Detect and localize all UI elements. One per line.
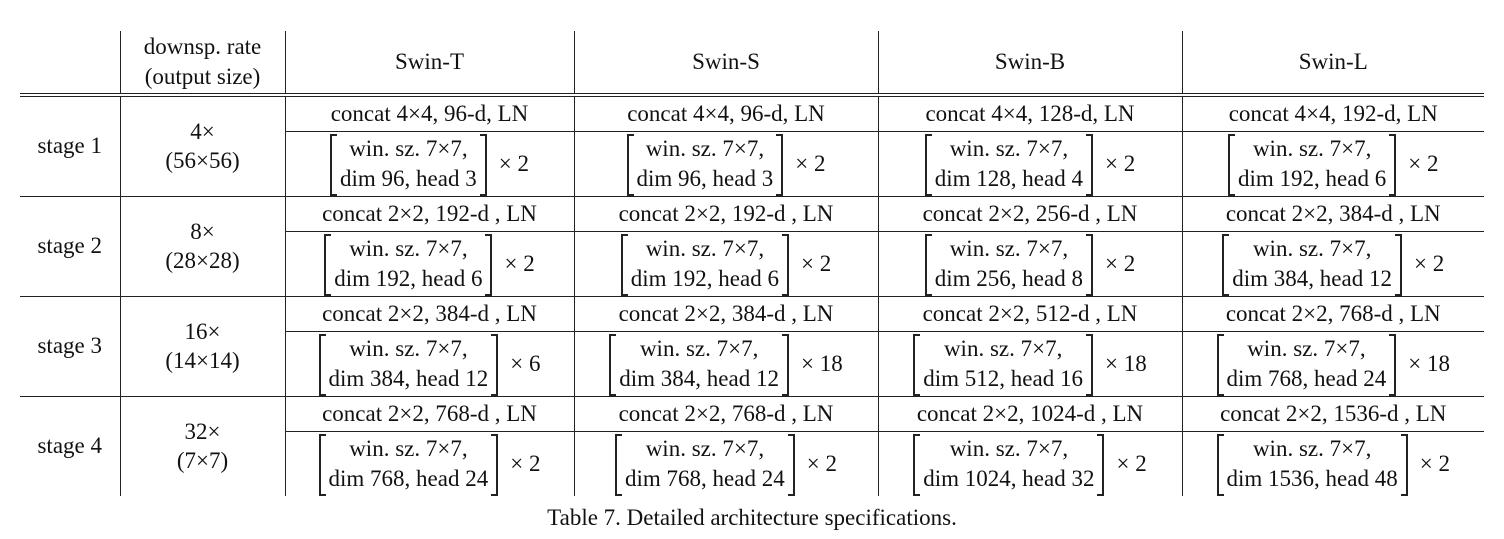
- block-spec: [330, 134, 529, 194]
- stage-row: [20, 297, 1484, 332]
- window-size: win. sz. 7×7,: [1252, 436, 1372, 462]
- dim-head: dim 384, head 12: [1232, 266, 1392, 291]
- repeat-count: × 2: [1413, 250, 1445, 276]
- block-spec: [324, 234, 534, 294]
- window-size: win. sz. 7×7,: [349, 236, 468, 262]
- bracket-matrix: [609, 334, 789, 394]
- stage-downsample-cell: [120, 297, 285, 397]
- window-size: win. sz. 7×7,: [645, 236, 765, 262]
- header-downsample-rate: [120, 31, 285, 95]
- dim-head: dim 96, head 3: [340, 166, 477, 191]
- downsample-rate: 32×: [184, 418, 221, 444]
- block-spec: [319, 434, 541, 494]
- stage-row: [20, 197, 1484, 232]
- header-model-swin-l: Swin-L: [1182, 31, 1484, 95]
- stage-row: [20, 95, 1484, 132]
- repeat-count: × 2: [1104, 250, 1136, 276]
- repeat-count: × 2: [1419, 450, 1450, 476]
- bracket-matrix: [1228, 134, 1396, 194]
- block-spec: [1217, 334, 1450, 394]
- patch-merging-swin-s: concat 2×2, 768-d , LN: [574, 397, 878, 432]
- stage-label: stage 2: [20, 197, 120, 297]
- bracket-matrix: [330, 134, 487, 194]
- dim-head: dim 768, head 24: [625, 466, 785, 491]
- bracket-matrix: [913, 434, 1104, 494]
- downsample-rate: 4×: [190, 118, 215, 144]
- patch-merging-swin-l: concat 2×2, 1536-d , LN: [1182, 397, 1484, 432]
- window-size: win. sz. 7×7,: [639, 336, 759, 362]
- window-size: win. sz. 7×7,: [349, 436, 468, 462]
- window-size: win. sz. 7×7,: [1252, 236, 1372, 262]
- repeat-count: × 2: [510, 450, 541, 476]
- dim-head: dim 192, head 6: [630, 266, 779, 291]
- window-size: win. sz. 7×7,: [949, 436, 1069, 462]
- block-spec: [925, 134, 1135, 194]
- output-size: (14×14): [165, 347, 240, 373]
- header-model-swin-s: Swin-S: [574, 31, 878, 95]
- transformer-block-swin-t: [285, 332, 574, 397]
- block-spec: [1228, 134, 1438, 194]
- patch-merging-swin-t: concat 2×2, 384-d , LN: [285, 297, 574, 332]
- window-size: win. sz. 7×7,: [349, 136, 468, 162]
- transformer-block-swin-l: [1182, 232, 1484, 297]
- patch-merging-swin-b: concat 4×4, 128-d, LN: [878, 95, 1182, 132]
- block-spec: [609, 334, 842, 394]
- stage-downsample-cell: [120, 197, 285, 297]
- transformer-block-swin-s: [574, 232, 878, 297]
- repeat-count: × 2: [795, 150, 826, 176]
- bracket-matrix: [925, 234, 1093, 294]
- transformer-block-swin-b: [878, 232, 1182, 297]
- bracket-matrix: [319, 434, 499, 494]
- downsample-rate: 16×: [184, 318, 221, 344]
- transformer-block-swin-l: [1182, 132, 1484, 197]
- repeat-count: × 2: [498, 150, 529, 176]
- header-model-swin-b: Swin-B: [878, 31, 1182, 95]
- window-size: win. sz. 7×7,: [645, 436, 765, 462]
- patch-merging-swin-t: concat 2×2, 768-d , LN: [285, 397, 574, 432]
- transformer-block-swin-t: [285, 232, 574, 297]
- repeat-count: × 2: [1408, 150, 1439, 176]
- stage-label: stage 4: [20, 397, 120, 497]
- window-size: win. sz. 7×7,: [645, 136, 765, 162]
- stage-downsample-cell: [120, 95, 285, 197]
- header-row: [20, 31, 1484, 95]
- bracket-matrix: [1222, 234, 1402, 294]
- header-empty-cell: [20, 31, 120, 95]
- patch-merging-swin-b: concat 2×2, 256-d , LN: [878, 197, 1182, 232]
- dim-head: dim 768, head 24: [328, 466, 489, 491]
- header-model-swin-t: Swin-T: [285, 31, 574, 95]
- dim-head: dim 384, head 12: [328, 366, 489, 391]
- window-size: win. sz. 7×7,: [943, 336, 1063, 362]
- block-spec: [621, 234, 831, 294]
- patch-merging-swin-l: concat 2×2, 768-d , LN: [1182, 297, 1484, 332]
- patch-merging-swin-l: concat 2×2, 384-d , LN: [1182, 197, 1484, 232]
- header-rate-line2: (output size): [144, 64, 261, 89]
- window-size: win. sz. 7×7,: [1252, 136, 1372, 162]
- bracket-matrix: [319, 334, 499, 394]
- transformer-block-swin-s: [574, 432, 878, 497]
- bracket-matrix: [1217, 334, 1397, 394]
- block-spec: [627, 134, 826, 194]
- transformer-block-swin-t: [285, 432, 574, 497]
- block-spec: [1217, 434, 1450, 494]
- dim-head: dim 1024, head 32: [923, 466, 1095, 491]
- dim-head: dim 192, head 6: [334, 266, 483, 291]
- output-size: (56×56): [165, 147, 240, 173]
- transformer-block-swin-b: [878, 332, 1182, 397]
- block-spec: [1222, 234, 1444, 294]
- dim-head: dim 192, head 6: [1238, 166, 1387, 191]
- transformer-block-swin-l: [1182, 332, 1484, 397]
- patch-merging-swin-t: concat 2×2, 192-d , LN: [285, 197, 574, 232]
- architecture-table: [20, 31, 1484, 496]
- table-caption: Table 7. Detailed architecture specifications.: [547, 505, 957, 530]
- stage-row: [20, 397, 1484, 432]
- patch-merging-swin-b: concat 2×2, 512-d , LN: [878, 297, 1182, 332]
- dim-head: dim 128, head 4: [934, 166, 1083, 191]
- repeat-count: × 2: [1116, 450, 1147, 476]
- bracket-matrix: [627, 134, 784, 194]
- patch-merging-swin-b: concat 2×2, 1024-d , LN: [878, 397, 1182, 432]
- transformer-block-swin-s: [574, 132, 878, 197]
- stage-label: stage 3: [20, 297, 120, 397]
- repeat-count: × 2: [800, 250, 832, 276]
- repeat-count: × 18: [1104, 350, 1147, 376]
- dim-head: dim 1536, head 48: [1226, 466, 1398, 491]
- patch-merging-swin-s: concat 2×2, 384-d , LN: [574, 297, 878, 332]
- repeat-count: × 18: [800, 350, 843, 376]
- repeat-count: × 6: [510, 350, 541, 376]
- downsample-rate: 8×: [190, 218, 215, 244]
- transformer-block-swin-t: [285, 132, 574, 197]
- transformer-block-swin-s: [574, 332, 878, 397]
- block-spec: [913, 334, 1146, 394]
- patch-merging-swin-s: concat 4×4, 96-d, LN: [574, 95, 878, 132]
- window-size: win. sz. 7×7,: [1247, 336, 1366, 362]
- transformer-block-swin-b: [878, 432, 1182, 497]
- repeat-count: × 2: [1104, 150, 1136, 176]
- dim-head: dim 96, head 3: [636, 166, 774, 191]
- bracket-matrix: [324, 234, 492, 294]
- output-size: (28×28): [165, 247, 240, 273]
- bracket-matrix: [913, 334, 1093, 394]
- window-size: win. sz. 7×7,: [949, 236, 1069, 262]
- dim-head: dim 384, head 12: [619, 366, 779, 391]
- repeat-count: × 2: [806, 450, 837, 476]
- bracket-matrix: [621, 234, 789, 294]
- patch-merging-swin-l: concat 4×4, 192-d, LN: [1182, 95, 1484, 132]
- patch-merging-swin-t: concat 4×4, 96-d, LN: [285, 95, 574, 132]
- transformer-block-swin-b: [878, 132, 1182, 197]
- transformer-block-swin-l: [1182, 432, 1484, 497]
- output-size: (7×7): [176, 447, 229, 473]
- repeat-count: × 18: [1408, 350, 1450, 376]
- block-spec: [615, 434, 837, 494]
- window-size: win. sz. 7×7,: [949, 136, 1069, 162]
- window-size: win. sz. 7×7,: [349, 336, 468, 362]
- block-spec: [925, 234, 1135, 294]
- dim-head: dim 512, head 16: [923, 366, 1083, 391]
- header-rate-line1: downsp. rate: [143, 34, 262, 60]
- block-spec: [913, 434, 1146, 494]
- bracket-matrix: [925, 134, 1093, 194]
- bracket-matrix: [615, 434, 795, 494]
- bracket-matrix: [1217, 434, 1408, 494]
- stage-downsample-cell: [120, 397, 285, 497]
- repeat-count: × 2: [504, 250, 535, 276]
- patch-merging-swin-s: concat 2×2, 192-d , LN: [574, 197, 878, 232]
- dim-head: dim 768, head 24: [1226, 366, 1387, 391]
- block-spec: [319, 334, 541, 394]
- stage-label: stage 1: [20, 95, 120, 197]
- dim-head: dim 256, head 8: [934, 266, 1083, 291]
